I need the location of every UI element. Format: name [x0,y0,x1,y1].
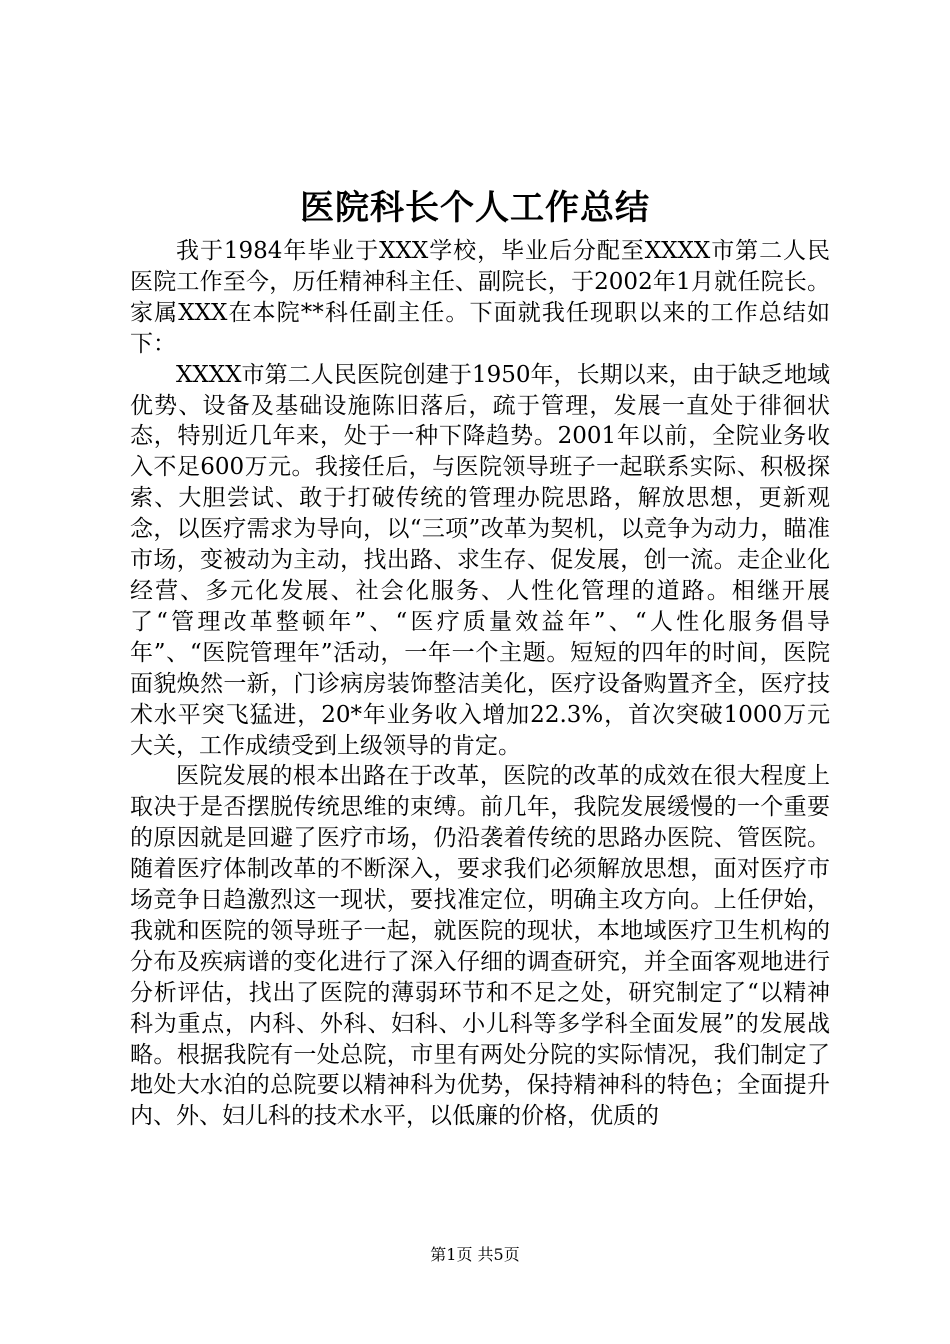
paragraph: 医院发展的根本出路在于改革，医院的改革的成效在很大程度上取决于是否摆脱传统思维的束缚。前几年，我院发展缓慢的一个重要的原因就是回避了医疗市场，仍沿袭着传统的思路办医院、管医院。随着医疗体制改革的不断深入，要求我们必须解放思想，面对医疗市场竞争日趋激烈这一现状，要找准定位，明确主攻方向。上任伊始，我就和医院的领导班子一起，就医院的现状，本地域医疗卫生机构的分布及疾病谱的变化进行了深入仔细的调查研究，并全面客观地进行分析评估，找出了医院的薄弱环节和不足之处，研究制定了“以精神科为重点，内科、外科、妇科、小儿科等多学科全面发展”的发展战略。根据我院有一处总院，市里有两处分院的实际情况，我们制定了地处大水泊的总院要以精神科为优势，保持精神科的特色；全面提升内、外、妇儿科的技术水平，以低廉的价格，优质的 [130,763,830,1130]
document-body [130,236,830,1132]
page-footer: 第1页 共5页 [430,1245,520,1264]
paragraph: 我于1984年毕业于XXX学校，毕业后分配至XXXX市第二人民医院工作至今，历任精神科主任、副院长，于2002年1月就任院长。家属XXX在本院**科任副主任。下面就我任现职以来的工作总结如下： [130,238,830,357]
paragraph: XXXX市第二人民医院创建于1950年，长期以来，由于缺乏地域优势、设备及基础设施陈旧落后，疏于管理，发展一直处于徘徊状态，特别近几年来，处于一种下降趋势。2001年以前，全院业务收入不足600万元。我接任后，与医院领导班子一起联系实际、积极探索、大胆尝试、敢于打破传统的管理办院思路，解放思想，更新观念，以医疗需求为导向，以“三项”改革为契机，以竞争为动力，瞄准市场，变被动为主动，找出路、求生存、促发展，创一流。走企业化经营、多元化发展、社会化服务、人性化管理的道路。相继开展了“管理改革整顿年”、“医疗质量效益年”、“人性化服务倡导年”、“医院管理年”活动，一年一个主题。短短的四年的时间，医院面貌焕然一新，门诊病房装饰整洁美化，医疗设备购置齐全，医疗技术水平突飞猛进，20*年业务收入增加22.3%，首次突破1000万元大关，工作成绩受到上级领导的肯定。 [130,361,830,759]
document-title: 医院科长个人工作总结 [300,188,650,228]
